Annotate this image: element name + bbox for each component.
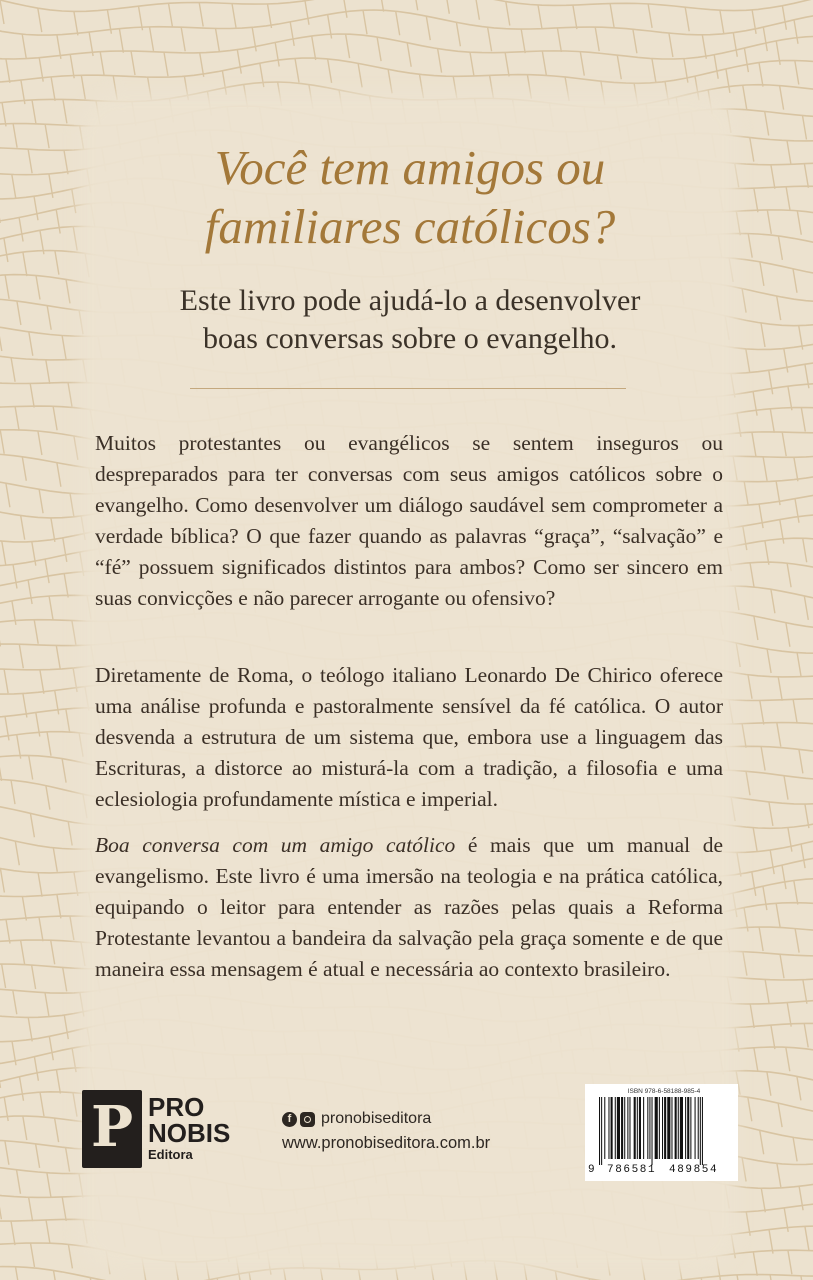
barcode-bar — [680, 1097, 683, 1159]
barcode-bar — [611, 1097, 613, 1159]
logo-word-pro: PRO — [148, 1092, 205, 1122]
barcode-bar — [621, 1097, 623, 1159]
facebook-icon: f — [282, 1112, 297, 1127]
paragraph-3 — [95, 830, 723, 985]
barcode-bar — [652, 1097, 653, 1165]
barcode-bar — [698, 1097, 699, 1159]
barcode-bar — [695, 1097, 696, 1159]
barcode-bar — [690, 1097, 691, 1159]
paragraph-3-text: é mais que um manual de evangelismo. Este livro é uma imersão na teologia e na prática católica, equipando o leitor para entender as razões pelas quais a Reforma Protestante levantou a bandeira da salvação pela graça somente e de que maneira essa mensagem é atual e necessária ao contexto brasileiro. — [95, 833, 723, 981]
barcode-bar — [664, 1097, 666, 1159]
book-title: Boa conversa com um amigo católico — [95, 833, 456, 857]
barcode-bar — [700, 1097, 701, 1165]
logo-mark — [82, 1090, 142, 1168]
social-handle: pronobiseditora — [321, 1110, 432, 1127]
headline: Você tem amigos ou familiares católicos? — [204, 140, 616, 254]
barcode-bar — [637, 1097, 638, 1159]
barcode-bar — [647, 1097, 648, 1159]
publisher-logo — [82, 1090, 242, 1170]
barcode-bar — [655, 1097, 658, 1159]
barcode-bar — [617, 1097, 620, 1159]
instagram-icon — [300, 1112, 315, 1127]
barcode-bar — [615, 1097, 616, 1159]
barcode-bar — [649, 1097, 650, 1159]
barcode-bar — [702, 1097, 703, 1165]
barcode-bar — [599, 1097, 600, 1165]
barcode-bar — [671, 1097, 672, 1159]
barcode-bar — [634, 1097, 636, 1159]
barcode-bar — [624, 1097, 625, 1159]
barcode-bar — [627, 1097, 628, 1159]
barcode-bar — [608, 1097, 609, 1159]
barcode-bar — [604, 1097, 605, 1159]
barcode-bar — [629, 1097, 630, 1159]
barcode-bar — [659, 1097, 660, 1159]
subheadline: Este livro pode ajudá-lo a desenvolver boas conversas sobre o evangelho. — [179, 284, 641, 355]
barcode-bars — [599, 1097, 727, 1165]
barcode-digits-left: 786581 — [607, 1164, 657, 1176]
barcode-bar — [667, 1097, 670, 1159]
barcode-bar — [687, 1097, 689, 1159]
paragraph-2: Diretamente de Roma, o teólogo italiano Leonardo De Chirico oferece uma análise profunda e pastoralmente sensível da fé católica. O autor desvenda a estrutura de um sistema que, embora use a linguagem das Escrituras, a distorce ao misturá-la com a tradição, a filosofia e uma eclesiologia profundamente mística e imperial. — [95, 663, 723, 811]
paragraph-1: Muitos protestantes ou evangélicos se sentem inseguros ou despreparados para ter conversas com seus amigos católicos sobre o evangelho. Como desenvolver um diálogo saudável sem comprometer a verdade bíblica? O que fazer quando as palavras “graça”, “salvação” e “fé” possuem significados distintos para ambos? Como ser sincero em suas convicções e não parecer arrogante ou ofensivo? — [95, 431, 723, 610]
barcode-bar — [639, 1097, 641, 1159]
isbn-label: ISBN 978-6-58188-985-4 — [627, 1088, 701, 1095]
barcode-bar — [601, 1097, 602, 1165]
barcode-digits-right: 489854 — [669, 1164, 719, 1176]
social-row — [282, 1108, 431, 1130]
barcode-bar — [685, 1097, 686, 1159]
divider — [190, 388, 626, 389]
logo-letter: P — [90, 1094, 134, 1160]
barcode-bar — [643, 1097, 644, 1159]
logo-word-nobis: NOBIS — [148, 1118, 231, 1148]
logo-word-editora: Editora — [148, 1147, 193, 1162]
website-url: www.pronobiseditora.com.br — [282, 1134, 491, 1152]
barcode-bar — [678, 1097, 679, 1159]
barcode-bar — [675, 1097, 677, 1159]
barcode-digit-first: 9 — [588, 1164, 595, 1176]
isbn-barcode — [585, 1084, 738, 1181]
barcode-bar — [662, 1097, 663, 1159]
